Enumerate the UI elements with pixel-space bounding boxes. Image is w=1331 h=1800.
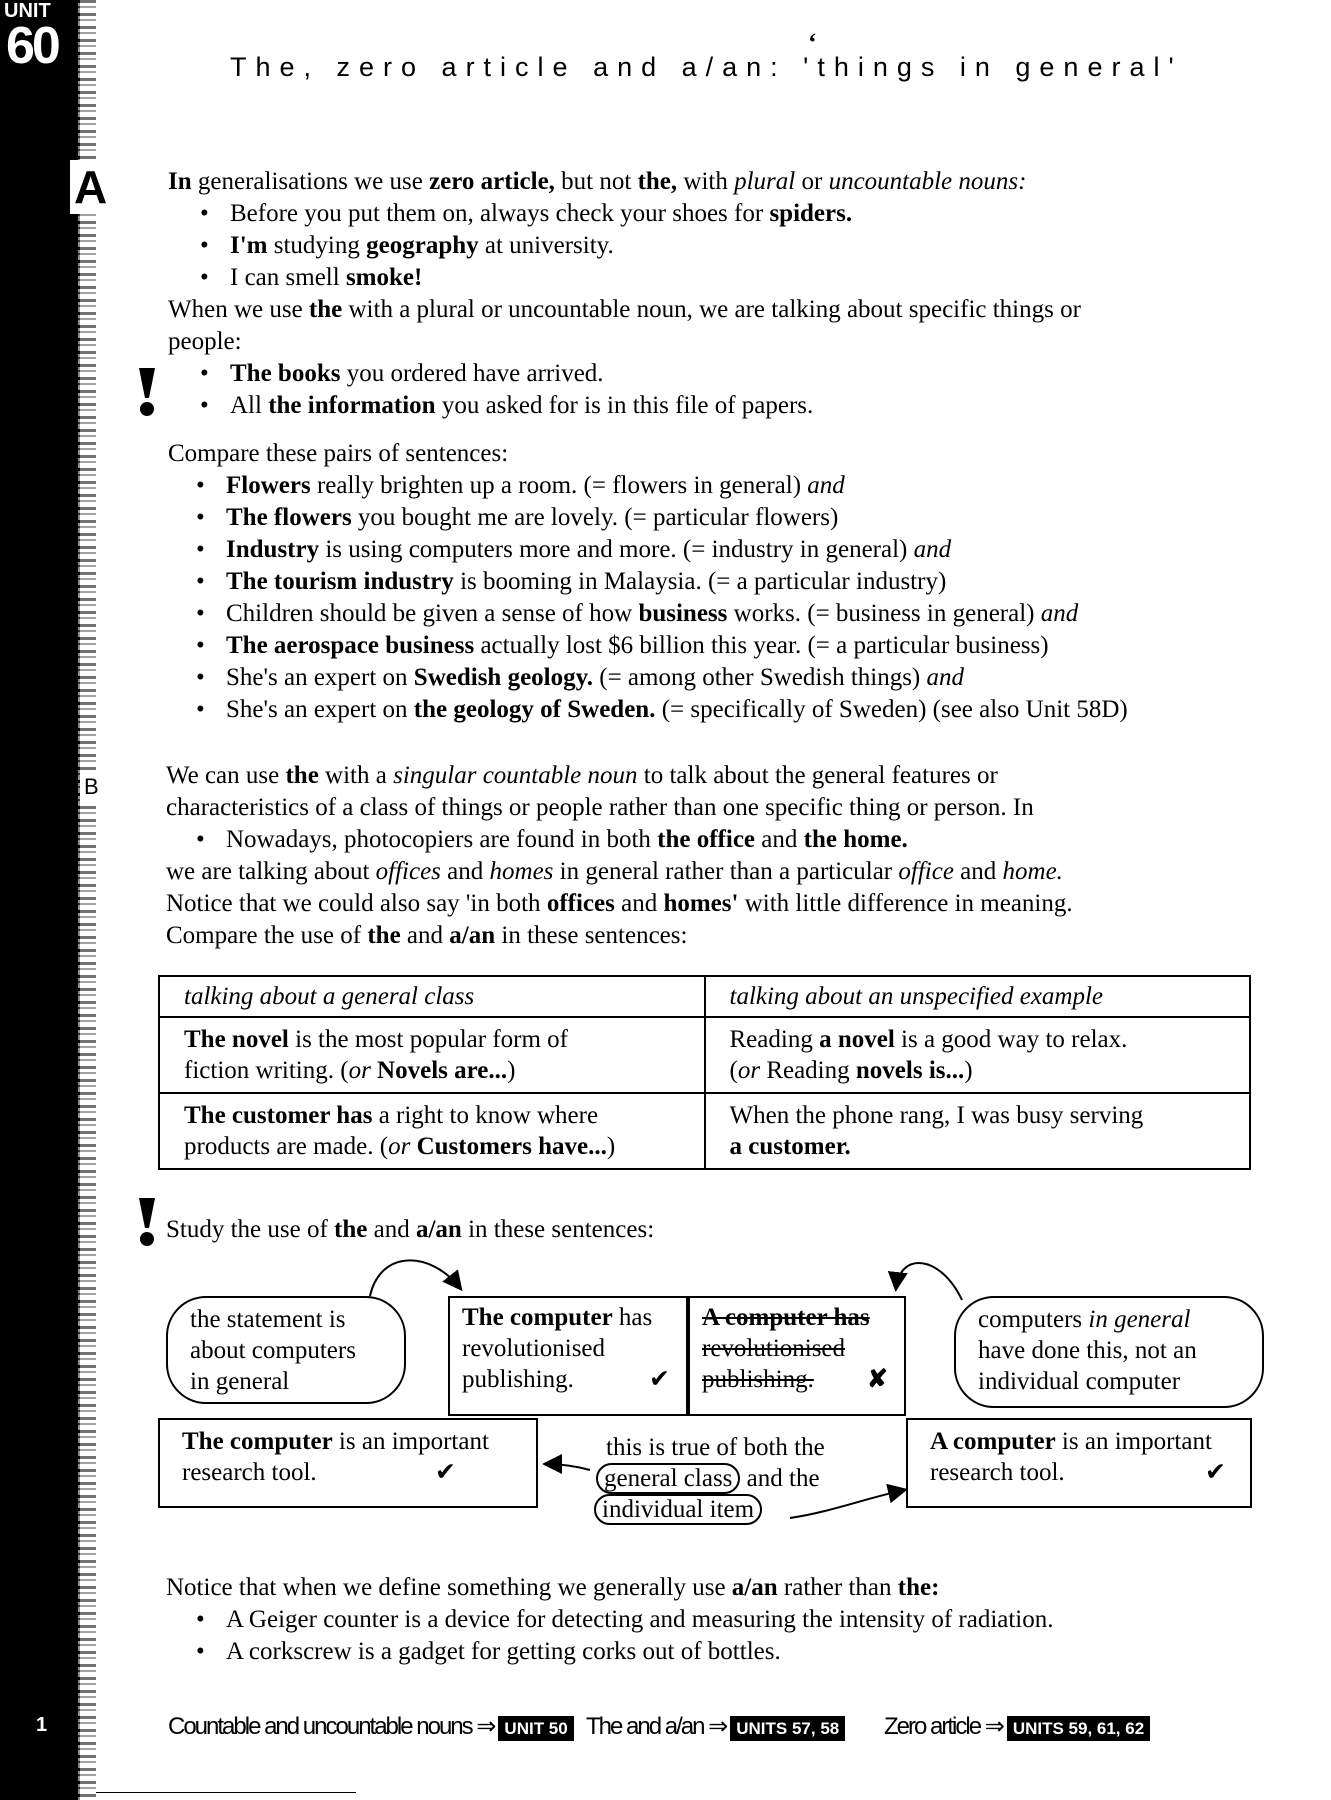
tick-icon: ✔ (1205, 1459, 1226, 1486)
table-cell: Reading a novel is a good way to relax. (or Reading novels is...) (705, 1017, 1251, 1093)
xref-the-a-an[interactable]: The and a/an ⇒ UNITS 57, 58 (586, 1712, 845, 1741)
section-b-p4: Notice that we could also say 'in both offices and homes' with little difference in meaning. (166, 890, 1073, 917)
example-smoke: • I can smell smoke! (230, 262, 422, 294)
table-row (159, 1017, 1250, 1093)
notice-definition: Notice that when we define something we generally use a/an rather than the: (166, 1574, 940, 1601)
middle-note: this is true of both the general class and the individual item (596, 1432, 825, 1525)
xref-tag[interactable]: UNITS 57, 58 (730, 1716, 845, 1741)
example-box-the-computer-is: The computer is an important research tool. ✔ (158, 1418, 538, 1508)
footer-rule (96, 1792, 356, 1793)
definition-geiger: • A Geiger counter is a device for detecting and measuring the intensity of radiation. (226, 1604, 1054, 1636)
section-b-marker: B (80, 772, 103, 802)
example-box-a-computer-is: A computer is an important research tool. ✔ (906, 1418, 1252, 1508)
header-general-class: talking about a general class (159, 976, 705, 1017)
tick-icon: ✔ (435, 1459, 456, 1486)
bubble-individual-statement: computers in general have done this, not an individual computer (954, 1296, 1264, 1408)
unit-spine (0, 0, 80, 1800)
pair-item: • The tourism industry is booming in Malaysia. (= a particular industry) (226, 566, 946, 598)
xref-zero-article[interactable]: Zero article ⇒ UNITS 59, 61, 62 (884, 1712, 1150, 1741)
example-box-a-computer-has: A computer has revolutionised publishing. ✘ (688, 1296, 906, 1416)
page-title: The, zero article and a/an: 'things in general' (230, 52, 1183, 82)
section-b-p3: we are talking about offices and homes in general rather than a particular office and home. (166, 858, 1063, 885)
unit-number: 60 (6, 17, 58, 75)
example-spiders: • Before you put them on, always check your shoes for spiders. (230, 198, 852, 230)
xref-countable[interactable]: Countable and uncountable nouns ⇒ UNIT 50 (168, 1712, 574, 1741)
pair-item: • Industry is using computers more and more. (= industry in general) and (226, 534, 951, 566)
pair-item: • Flowers really brighten up a room. (= flowers in general) and (226, 470, 845, 502)
specific-explanation: When we use the with a plural or uncountable noun, we are talking about specific things or (168, 296, 1081, 323)
tick-icon: ✔ (649, 1366, 670, 1393)
exclamation-icon (136, 366, 158, 418)
unit-label: UNIT (4, 0, 51, 22)
pair-item: • Children should be given a sense of how business works. (= business in general) and (226, 598, 1078, 630)
table-header-row (159, 976, 1250, 1017)
pair-item: • The aerospace business actually lost $6 billion this year. (= a particular business) (226, 630, 1049, 662)
xref-tag[interactable]: UNITS 59, 61, 62 (1007, 1716, 1150, 1741)
study-intro: Study the use of the and a/an in these sentences: (166, 1216, 655, 1243)
example-box-the-computer-has: The computer has revolutionised publishing. ✔ (448, 1296, 688, 1416)
table-row (159, 1093, 1250, 1169)
general-class-bubble: general class (596, 1463, 740, 1494)
example-photocopiers: • Nowadays, photocopiers are found in both the office and the home. (226, 824, 908, 856)
page-number: 1 (36, 1714, 48, 1736)
section-b-p5: Compare the use of the and a/an in these sentences: (166, 922, 688, 949)
pair-item: • The flowers you bought me are lovely. (= particular flowers) (226, 502, 838, 534)
xref-tag[interactable]: UNIT 50 (498, 1716, 573, 1741)
example-information: • All the information you asked for is in this file of papers. (230, 390, 813, 422)
pair-item: • She's an expert on the geology of Sweden. (= specifically of Sweden) (see also Unit 58D) (226, 694, 1128, 726)
comparison-table (158, 975, 1251, 1170)
pair-item: • She's an expert on Swedish geology. (= among other Swedish things) and (226, 662, 964, 694)
bubble-general-statement: the statement is about computers in general (166, 1296, 406, 1404)
exclamation-icon (136, 1196, 158, 1248)
section-a-intro: In generalisations we use zero article, but not the, with plural or uncountable nouns: (168, 168, 1027, 195)
definition-corkscrew: • A corkscrew is a gadget for getting corks out of bottles. (226, 1636, 781, 1668)
header-unspecified-example: talking about an unspecified example (705, 976, 1251, 1017)
section-a-marker: A (70, 160, 111, 214)
spine-edge (78, 0, 96, 1800)
table-cell: When the phone rang, I was busy serving a customer. (705, 1093, 1251, 1169)
specific-explanation-2: people: (168, 328, 242, 355)
example-books: • The books you ordered have arrived. (230, 358, 604, 390)
table-cell: The customer has a right to know where products are made. (or Customers have...) (159, 1093, 705, 1169)
table-cell: The novel is the most popular form of fiction writing. (or Novels are...) (159, 1017, 705, 1093)
example-geography: • I'm studying geography at university. (230, 230, 614, 262)
section-b-p2: characteristics of a class of things or people rather than one specific thing or person. In (166, 794, 1034, 821)
section-b-p1: We can use the with a singular countable noun to talk about the general features or (166, 762, 998, 789)
individual-item-bubble: individual item (594, 1494, 762, 1525)
cross-icon: ✘ (867, 1366, 888, 1393)
compare-intro: Compare these pairs of sentences: (168, 440, 509, 467)
title-quote-mark: ‘ (808, 28, 817, 57)
